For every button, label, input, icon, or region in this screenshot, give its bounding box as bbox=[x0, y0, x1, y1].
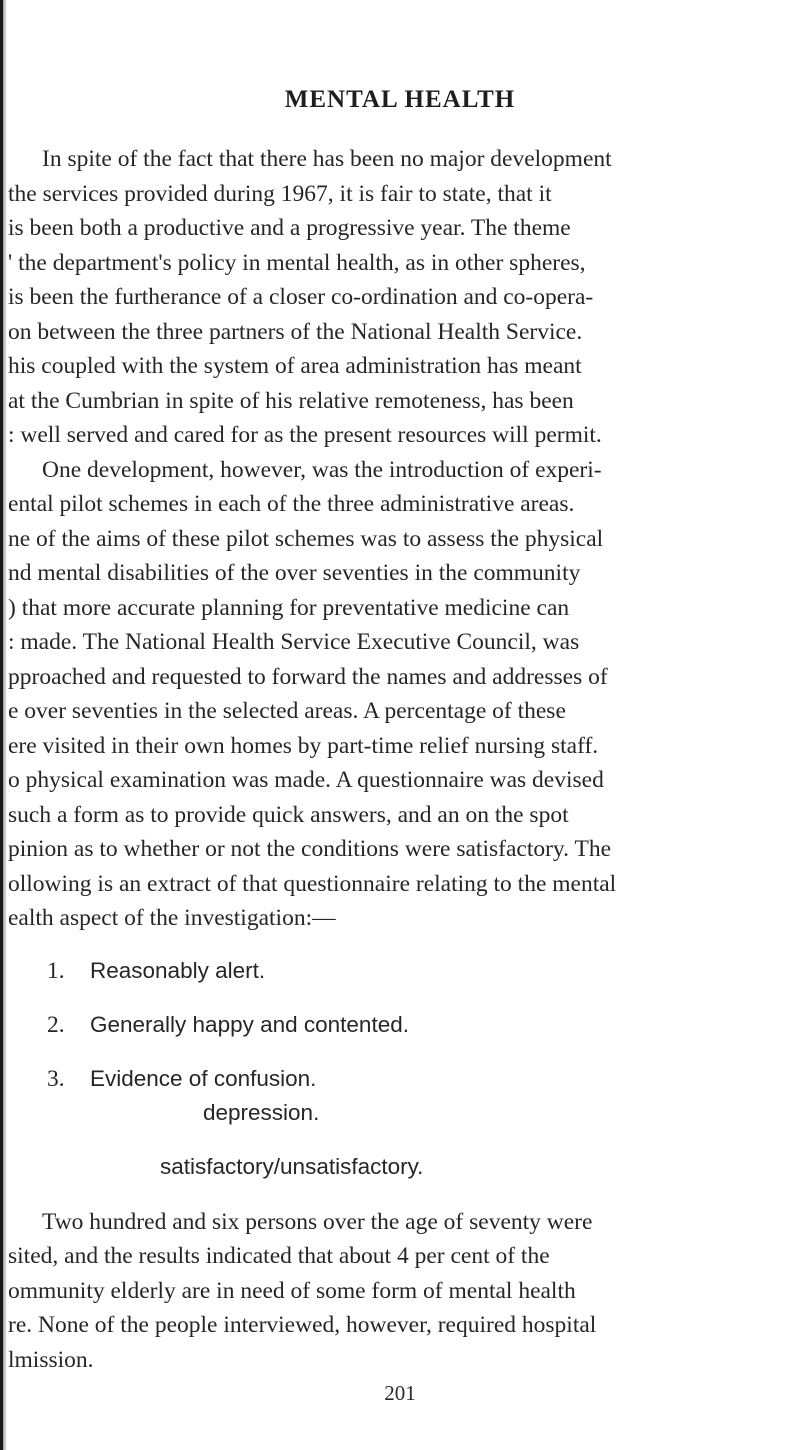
paragraph1-line: ' the department's policy in mental health, as in other spheres, bbox=[8, 250, 586, 276]
paragraph1-line: : well served and cared for as the present resources will permit. bbox=[8, 422, 602, 448]
paragraph1-line: at the Cumbrian in spite of his relative remoteness, has been bbox=[8, 388, 574, 414]
paragraph2-line: One development, however, was the introduction of experi- bbox=[42, 457, 602, 483]
paragraph2-line: ) that more accurate planning for preventative medicine can bbox=[8, 595, 570, 621]
questionnaire-item-number: 3. bbox=[47, 1066, 65, 1092]
paragraph2-line: : made. The National Health Service Executive Council, was bbox=[8, 629, 580, 655]
paragraph2-line: o physical examination was made. A questionnaire was devised bbox=[8, 767, 604, 793]
paragraph1-line: is been the furtherance of a closer co-ordination and co-opera- bbox=[8, 284, 594, 310]
assessment-options: satisfactory/unsatisfactory. bbox=[160, 1154, 424, 1179]
page-title: MENTAL HEALTH bbox=[284, 86, 516, 113]
paragraph2-line: pinion as to whether or not the conditions were satisfactory. The bbox=[8, 836, 612, 862]
questionnaire-item-text: Evidence of confusion. bbox=[90, 1066, 317, 1091]
page-number: 201 bbox=[384, 1381, 416, 1405]
paragraph2-line: ollowing is an extract of that questionnaire relating to the mental bbox=[8, 871, 617, 897]
questionnaire-item-text: depression. bbox=[203, 1100, 320, 1125]
paragraph2-line: ere visited in their own homes by part-time relief nursing staff. bbox=[8, 733, 599, 759]
paragraph1-line: the services provided during 1967, it is fair to state, that it bbox=[8, 181, 552, 207]
paragraph3-line: re. None of the people interviewed, however, required hospital bbox=[8, 1312, 597, 1338]
paragraph3-line: ommunity elderly are in need of some form of mental health bbox=[8, 1278, 576, 1304]
paragraph3-line: lmission. bbox=[8, 1347, 94, 1373]
paragraph2-line: ental pilot schemes in each of the three administrative areas. bbox=[8, 491, 575, 517]
paragraph2-line: such a form as to provide quick answers, and an on the spot bbox=[8, 802, 569, 828]
paragraph2-line: ealth aspect of the investigation:— bbox=[8, 905, 336, 931]
paragraph1-line: In spite of the fact that there has been no major development bbox=[42, 146, 612, 172]
paragraph3-line: Two hundred and six persons over the age of seventy were bbox=[42, 1209, 593, 1235]
paragraph1-line: his coupled with the system of area administration has meant bbox=[8, 353, 582, 379]
paragraph2-line: ne of the aims of these pilot schemes was to assess the physical bbox=[8, 526, 604, 552]
paragraph1-line: on between the three partners of the National Health Service. bbox=[8, 319, 583, 345]
paragraph1-line: is been both a productive and a progressive year. The theme bbox=[8, 215, 571, 241]
questionnaire-item-text: Reasonably alert. bbox=[90, 958, 266, 983]
page-edge-gradient bbox=[3, 0, 7, 1450]
questionnaire-item-text: Generally happy and contented. bbox=[90, 1012, 409, 1037]
paragraph2-line: pproached and requested to forward the names and addresses of bbox=[8, 664, 608, 690]
paragraph3-line: sited, and the results indicated that about 4 per cent of the bbox=[8, 1243, 550, 1269]
paragraph2-line: e over seventies in the selected areas. A percentage of these bbox=[8, 698, 566, 724]
questionnaire-item-number: 1. bbox=[47, 958, 65, 984]
questionnaire-item-number: 2. bbox=[47, 1012, 65, 1038]
paragraph2-line: nd mental disabilities of the over seventies in the community bbox=[8, 560, 581, 586]
